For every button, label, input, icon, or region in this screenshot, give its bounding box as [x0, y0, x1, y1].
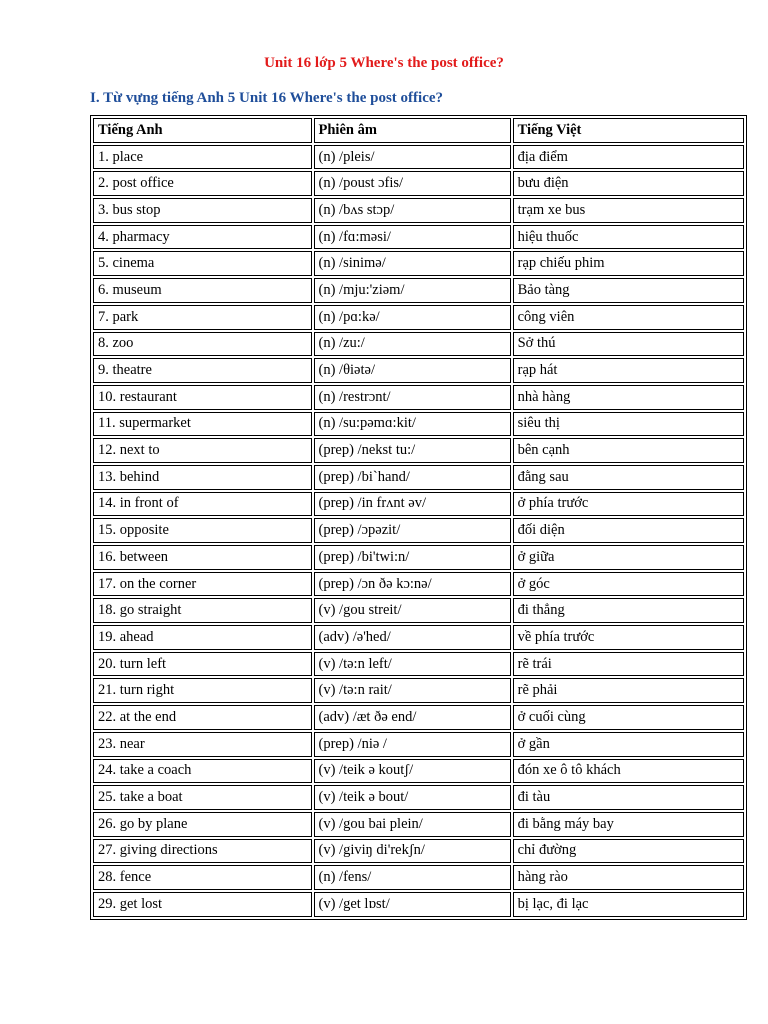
cell-english: 17. on the corner — [93, 572, 312, 597]
cell-pronunciation: (v) /teik ə koutʃ/ — [314, 759, 511, 784]
cell-vietnamese: đi thẳng — [513, 598, 744, 623]
table-row — [93, 492, 744, 517]
table-row — [93, 145, 744, 170]
cell-vietnamese: về phía trước — [513, 625, 744, 650]
cell-vietnamese: đi bằng máy bay — [513, 812, 744, 837]
table-row — [93, 785, 744, 810]
cell-english: 4. pharmacy — [93, 225, 312, 250]
cell-vietnamese: đi tàu — [513, 785, 744, 810]
cell-english: 10. restaurant — [93, 385, 312, 410]
cell-english: 7. park — [93, 305, 312, 330]
cell-vietnamese: rạp chiếu phim — [513, 251, 744, 276]
cell-english: 1. place — [93, 145, 312, 170]
table-row — [93, 545, 744, 570]
table-row — [93, 332, 744, 357]
cell-vietnamese: bưu điện — [513, 171, 744, 196]
cell-english: 9. theatre — [93, 358, 312, 383]
table-row — [93, 198, 744, 223]
cell-english: 12. next to — [93, 438, 312, 463]
table-row — [93, 732, 744, 757]
table-row — [93, 839, 744, 864]
cell-vietnamese: địa điểm — [513, 145, 744, 170]
cell-english: 26. go by plane — [93, 812, 312, 837]
table-row — [93, 438, 744, 463]
cell-english: 11. supermarket — [93, 412, 312, 437]
cell-vietnamese: trạm xe bus — [513, 198, 744, 223]
cell-pronunciation: (prep) /ɔn ðə kɔ:nə/ — [314, 572, 511, 597]
cell-english: 5. cinema — [93, 251, 312, 276]
table-row — [93, 225, 744, 250]
cell-english: 24. take a coach — [93, 759, 312, 784]
cell-pronunciation: (prep) /bi`hand/ — [314, 465, 511, 490]
cell-pronunciation: (n) /restrɔnt/ — [314, 385, 511, 410]
cell-vietnamese: ở góc — [513, 572, 744, 597]
cell-pronunciation: (n) /fens/ — [314, 865, 511, 890]
table-row — [93, 412, 744, 437]
table-row — [93, 892, 744, 917]
cell-vietnamese: Bảo tàng — [513, 278, 744, 303]
cell-pronunciation: (n) /su:pəmɑ:kit/ — [314, 412, 511, 437]
cell-vietnamese: siêu thị — [513, 412, 744, 437]
table-row — [93, 625, 744, 650]
cell-vietnamese: rẽ phải — [513, 678, 744, 703]
vocabulary-table — [90, 115, 747, 920]
table-row — [93, 305, 744, 330]
cell-vietnamese: hiệu thuốc — [513, 225, 744, 250]
cell-vietnamese: ở cuối cùng — [513, 705, 744, 730]
cell-vietnamese: hàng rào — [513, 865, 744, 890]
cell-pronunciation: (n) /pleis/ — [314, 145, 511, 170]
cell-english: 14. in front of — [93, 492, 312, 517]
cell-vietnamese: đón xe ô tô khách — [513, 759, 744, 784]
cell-pronunciation: (n) /mju:'ziəm/ — [314, 278, 511, 303]
document-title: Unit 16 lớp 5 Where's the post office? — [264, 55, 504, 71]
cell-english: 16. between — [93, 545, 312, 570]
cell-vietnamese: bên cạnh — [513, 438, 744, 463]
cell-english: 27. giving directions — [93, 839, 312, 864]
cell-english: 20. turn left — [93, 652, 312, 677]
cell-english: 2. post office — [93, 171, 312, 196]
cell-vietnamese: công viên — [513, 305, 744, 330]
table-body — [93, 145, 744, 917]
table-row — [93, 705, 744, 730]
table-row — [93, 759, 744, 784]
cell-pronunciation: (adv) /ə'hed/ — [314, 625, 511, 650]
cell-vietnamese: nhà hàng — [513, 385, 744, 410]
cell-pronunciation: (prep) /niə / — [314, 732, 511, 757]
table-row — [93, 278, 744, 303]
cell-pronunciation: (adv) /æt ðə end/ — [314, 705, 511, 730]
header-vietnamese: Tiếng Việt — [513, 118, 744, 143]
cell-pronunciation: (prep) /nekst tu:/ — [314, 438, 511, 463]
cell-vietnamese: đối diện — [513, 518, 744, 543]
cell-pronunciation: (n) /sinimə/ — [314, 251, 511, 276]
cell-vietnamese: ở giữa — [513, 545, 744, 570]
cell-vietnamese: đằng sau — [513, 465, 744, 490]
table-row — [93, 812, 744, 837]
cell-english: 29. get lost — [93, 892, 312, 917]
table-row — [93, 678, 744, 703]
table-row — [93, 518, 744, 543]
cell-pronunciation: (v) /teik ə bout/ — [314, 785, 511, 810]
cell-pronunciation: (prep) /bi'twi:n/ — [314, 545, 511, 570]
cell-english: 19. ahead — [93, 625, 312, 650]
cell-english: 3. bus stop — [93, 198, 312, 223]
cell-english: 18. go straight — [93, 598, 312, 623]
cell-english: 22. at the end — [93, 705, 312, 730]
cell-vietnamese: ở phía trước — [513, 492, 744, 517]
cell-pronunciation: (prep) /in frʌnt əv/ — [314, 492, 511, 517]
table-row — [93, 385, 744, 410]
cell-vietnamese: rạp hát — [513, 358, 744, 383]
cell-pronunciation: (n) /bʌs stɔp/ — [314, 198, 511, 223]
table-row — [93, 251, 744, 276]
cell-english: 25. take a boat — [93, 785, 312, 810]
cell-pronunciation: (v) /gou streit/ — [314, 598, 511, 623]
cell-vietnamese: bị lạc, đi lạc — [513, 892, 744, 917]
cell-english: 6. museum — [93, 278, 312, 303]
cell-pronunciation: (n) /pɑ:kə/ — [314, 305, 511, 330]
cell-pronunciation: (v) /tə:n rait/ — [314, 678, 511, 703]
table-header-row — [93, 118, 744, 143]
cell-english: 23. near — [93, 732, 312, 757]
cell-pronunciation: (v) /giviŋ di'rekʃn/ — [314, 839, 511, 864]
table-row — [93, 171, 744, 196]
cell-english: 21. turn right — [93, 678, 312, 703]
table-row — [93, 652, 744, 677]
table-row — [93, 465, 744, 490]
cell-pronunciation: (n) /poust ɔfis/ — [314, 171, 511, 196]
cell-english: 8. zoo — [93, 332, 312, 357]
section-heading: I. Từ vựng tiếng Anh 5 Unit 16 Where's the post office? — [90, 90, 444, 106]
cell-vietnamese: chỉ đường — [513, 839, 744, 864]
cell-english: 28. fence — [93, 865, 312, 890]
cell-pronunciation: (v) /gou bai plein/ — [314, 812, 511, 837]
header-english: Tiếng Anh — [93, 118, 312, 143]
cell-pronunciation: (v) /tə:n left/ — [314, 652, 511, 677]
table-row — [93, 572, 744, 597]
cell-vietnamese: rẽ trái — [513, 652, 744, 677]
table-row — [93, 598, 744, 623]
cell-pronunciation: (prep) /ɔpəzit/ — [314, 518, 511, 543]
cell-pronunciation: (n) /zu:/ — [314, 332, 511, 357]
cell-pronunciation: (n) /θiətə/ — [314, 358, 511, 383]
cell-vietnamese: ở gần — [513, 732, 744, 757]
table-row — [93, 865, 744, 890]
cell-pronunciation: (v) /get lɒst/ — [314, 892, 511, 917]
cell-english: 13. behind — [93, 465, 312, 490]
cell-vietnamese: Sở thú — [513, 332, 744, 357]
header-pronunciation: Phiên âm — [314, 118, 511, 143]
table-row — [93, 358, 744, 383]
cell-pronunciation: (n) /fɑ:məsi/ — [314, 225, 511, 250]
cell-english: 15. opposite — [93, 518, 312, 543]
